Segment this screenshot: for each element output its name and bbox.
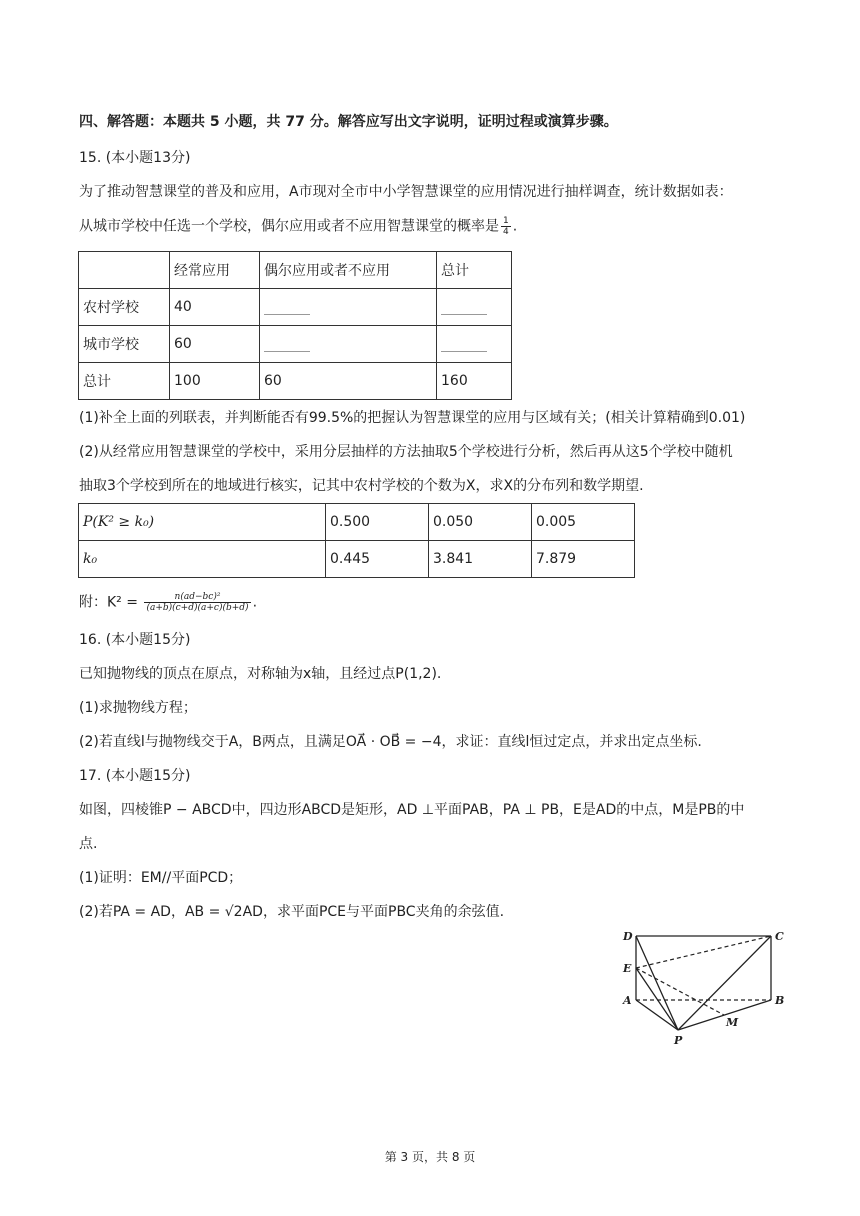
q17-part1: (1)证明：EM//平面PCD； — [79, 870, 243, 886]
label-P: P — [674, 1034, 683, 1047]
probability-fraction — [501, 216, 511, 237]
label-M: M — [726, 1016, 739, 1029]
table-cell: 偶尔应用或者不应用 — [260, 252, 437, 289]
fill-blank — [264, 300, 310, 315]
table-cell: k₀ — [79, 541, 326, 578]
table-cell: 60 — [170, 326, 260, 363]
label-B: B — [775, 994, 785, 1007]
table-cell: 经常应用 — [170, 252, 260, 289]
label-E: E — [623, 962, 632, 975]
table-cell: 农村学校 — [79, 289, 170, 326]
table-cell: 0.005 — [532, 504, 635, 541]
q15-intro-line2: 从城市学校中任选一个学校，偶尔应用或者不应用智慧课堂的概率是 $\frac{1}{4}$ . — [79, 216, 518, 237]
table-cell: 160 — [437, 363, 512, 400]
section-title: 四、解答题：本题共 5 小题，共 77 分。解答应写出文字说明，证明过程或演算步骤。 — [79, 114, 618, 130]
table-cell: P(K² ≥ k₀) — [79, 504, 326, 541]
q15-part2-line2: 抽取3个学校到所在的地域进行核实，记其中农村学校的个数为X，求X的分布列和数学期望. — [79, 478, 644, 494]
blank-cell — [437, 289, 512, 326]
table-cell — [79, 252, 170, 289]
table-cell: 城市学校 — [79, 326, 170, 363]
fraction-numerator: 1 — [503, 216, 509, 226]
critical-value-table — [78, 503, 635, 578]
table-cell: 3.841 — [429, 541, 532, 578]
table-cell: 0.500 — [326, 504, 429, 541]
table-cell: 0.050 — [429, 504, 532, 541]
page-footer: 第 3 页，共 8 页 — [384, 1150, 476, 1164]
q15-part2-line1: (2)从经常应用智慧课堂的学校中，采用分层抽样的方法抽取5个学校进行分析，然后再从这5个学校中随机 — [79, 444, 733, 460]
label-D: D — [623, 930, 633, 943]
table-cell: 总计 — [79, 363, 170, 400]
table-cell: 0.445 — [326, 541, 429, 578]
table-cell: 40 — [170, 289, 260, 326]
table-row — [79, 363, 512, 400]
label-A: A — [623, 994, 632, 1007]
q17-intro-line1: 如图，四棱锥P − ABCD中，四边形ABCD是矩形，AD ⊥平面PAB，PA ⊥ PB，E是AD的中点，M是PB的中 — [79, 802, 745, 818]
q15-intro-line1: 为了推动智慧课堂的普及和应用，A市现对全市中小学智慧课堂的应用情况进行抽样调查，统计数据如表： — [79, 184, 733, 200]
table-cell: 100 — [170, 363, 260, 400]
edge-EP — [636, 968, 678, 1030]
fraction-denominator: 4 — [503, 227, 509, 237]
label-C: C — [775, 930, 784, 943]
table-row — [79, 541, 635, 578]
q17-header: 17. (本小题15分) — [79, 768, 191, 784]
q17-part2: (2)若PA = AD，AB = √2AD，求平面PCE与平面PBC夹角的余弦值. — [79, 904, 505, 920]
edge-EM — [636, 968, 724, 1015]
q15-intro-text: 从城市学校中任选一个学校，偶尔应用或者不应用智慧课堂的概率是 — [79, 218, 499, 235]
edge-DP — [636, 936, 678, 1030]
table-cell: 总计 — [437, 252, 512, 289]
table-row — [79, 326, 512, 363]
formula-note: 附：K² = $\frac{\text{n(ad−bc)²}}{(a+b)(c+d)(a+c)(b+d)}$ . — [79, 592, 258, 613]
formula-numerator: n(ad−bc)² — [144, 592, 250, 603]
contingency-table — [78, 251, 512, 400]
fill-blank — [264, 337, 310, 352]
blank-cell — [437, 326, 512, 363]
table-cell: 7.879 — [532, 541, 635, 578]
q16-header: 16. (本小题15分) — [79, 632, 191, 648]
q16-part2: (2)若直线l与抛物线交于A，B两点，且满足OA⃗ · OB⃗ = −4，求证：直线l恒过定点，并求出定点坐标. — [79, 734, 702, 750]
formula-prefix: 附：K² = — [79, 594, 143, 611]
q17-intro-line2: 点. — [79, 836, 98, 852]
edge-CP — [678, 936, 771, 1030]
blank-cell — [260, 289, 437, 326]
formula-denominator: (a+b)(c+d)(a+c)(b+d) — [146, 603, 249, 613]
fill-blank — [441, 300, 487, 315]
table-row — [79, 252, 512, 289]
pyramid-figure — [616, 926, 796, 1051]
table-row — [79, 289, 512, 326]
q15-header: 15. (本小题13分) — [79, 150, 191, 166]
q16-part1: (1)求抛物线方程； — [79, 700, 197, 716]
table-cell: 60 — [260, 363, 437, 400]
formula-fraction — [144, 592, 250, 613]
q16-intro: 已知抛物线的顶点在原点，对称轴为x轴，且经过点P(1,2). — [79, 666, 442, 682]
table-row — [79, 504, 635, 541]
fill-blank — [441, 337, 487, 352]
edge-EC — [636, 936, 771, 968]
q15-part1: (1)补全上面的列联表，并判断能否有99.5%的把握认为智慧课堂的应用与区域有关；(相关计算精确到0.01) — [79, 410, 746, 426]
blank-cell — [260, 326, 437, 363]
